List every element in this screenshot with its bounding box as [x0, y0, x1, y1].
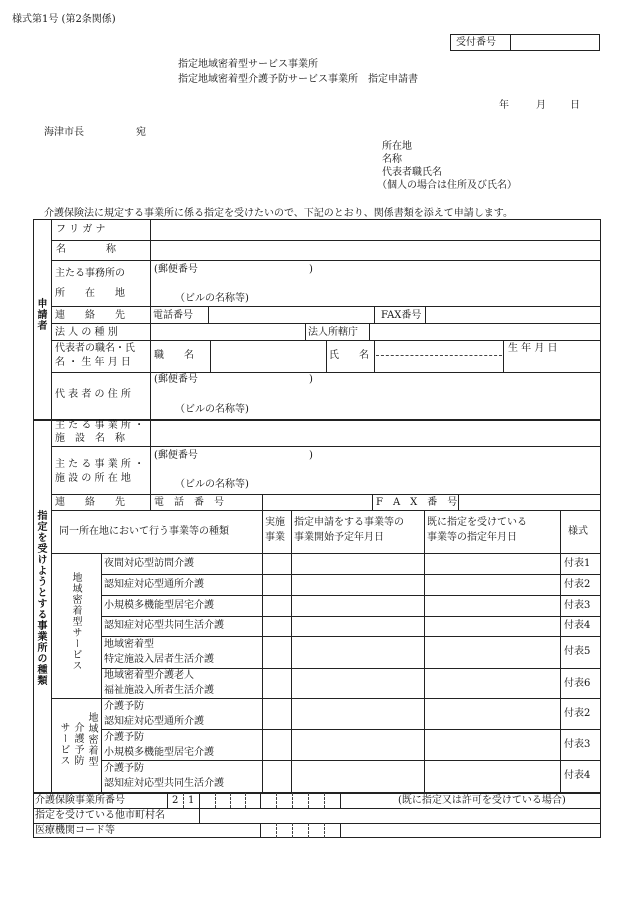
applicant-name-label: 名称 — [382, 154, 402, 165]
office-postal-label: (郵便番号 — [154, 264, 198, 275]
group-community-label: 地域密着型サービス — [70, 572, 81, 671]
service-row-1-form: 付表1 — [564, 558, 591, 569]
col-planned-2: 事業開始予定年月日 — [294, 532, 384, 543]
fax-input[interactable] — [428, 309, 596, 321]
applicant-side-label: 申請者 — [35, 298, 46, 331]
rep-birth-label: 生 年 月 日 — [508, 343, 558, 354]
phone-input[interactable] — [211, 309, 371, 321]
office-postal-close: ) — [309, 264, 313, 275]
rep-label-1: 代表者の職名・氏 — [55, 343, 135, 354]
service-row-9-name-1: 介護予防 — [104, 763, 144, 774]
service-row-6-name-2: 福祉施設入所者生活介護 — [104, 685, 214, 696]
service-row-7-name-2: 認知症対応型通所介護 — [104, 716, 204, 727]
facility-postal-label: (郵便番号 — [154, 450, 198, 461]
phone-label: 電話番号 — [153, 310, 193, 321]
form-number: 様式第1号 (第2条関係) — [12, 14, 116, 25]
service-row-8-name-1: 介護予防 — [104, 732, 144, 743]
corp-type-input[interactable] — [154, 326, 302, 338]
main-office-name-label-2: 施 設 名 称 — [55, 433, 125, 444]
rep-name-label: 氏 名 — [329, 350, 369, 361]
rep-postal-close: ) — [309, 374, 313, 385]
service-row-9-form: 付表4 — [564, 770, 591, 781]
applicant-rep-label: 代表者職氏名 — [382, 167, 442, 178]
title-line-2: 指定地域密着型介護予防サービス事業所 指定申請書 — [178, 74, 418, 85]
service-row-5-name-2: 特定施設入居者生活介護 — [104, 654, 214, 665]
service-row-1-name: 夜間対応型訪問介護 — [104, 558, 194, 569]
col-existing-2: 事業等の指定年月日 — [427, 532, 517, 543]
fax-label: FAX番号 — [381, 310, 422, 321]
service-row-7-name-1: 介護予防 — [104, 701, 144, 712]
other-city-input[interactable] — [202, 810, 598, 822]
facility-postal-close: ) — [309, 450, 313, 461]
group-prevention-label-c: サービス — [58, 722, 69, 766]
addressee-suffix: 宛 — [136, 127, 146, 138]
service-row-9-name-2: 認知症対応型共同生活介護 — [104, 778, 224, 789]
col-existing-1: 既に指定を受けている — [427, 517, 527, 528]
col-service-type: 同一所在地において行う事業等の種類 — [59, 526, 229, 537]
main-office-name-label-1: 主 た る 事 業 所 ・ — [55, 420, 145, 431]
name-label: 名 称 — [56, 244, 116, 255]
rep-postal-label: (郵便番号 — [154, 374, 198, 385]
main-office-location-label-2: 施 設 の 所 在 地 — [55, 473, 131, 484]
col-implemented-2: 事業 — [265, 532, 285, 543]
insurance-digit-2: 1 — [188, 795, 195, 806]
rep-building-label: （ビルの名称等) — [175, 404, 249, 415]
applicant-address-label: 所在地 — [382, 141, 412, 152]
corp-type-label: 法 人 の 種 別 — [55, 327, 118, 338]
receipt-number-label: 受付番号 — [456, 37, 496, 48]
facility-side-label: 指定を受けようとする事業所の種類 — [35, 510, 46, 686]
office-location-label-1: 主たる事務所の — [55, 268, 125, 279]
corp-authority-input[interactable] — [372, 326, 596, 338]
furigana-label: フ リ ガ ナ — [56, 224, 106, 235]
col-implemented-1: 実施 — [265, 517, 285, 528]
service-row-2-form: 付表2 — [564, 579, 591, 590]
col-form: 様式 — [568, 526, 588, 537]
service-row-8-name-2: 小規模多機能型居宅介護 — [104, 747, 214, 758]
service-row-3-name: 小規模多機能型居宅介護 — [104, 600, 214, 611]
name-input[interactable] — [154, 243, 596, 257]
receipt-number-input[interactable] — [513, 36, 597, 49]
group-prevention-label-b: 介護予防 — [72, 722, 83, 766]
group-prevention-label-a: 地域密着型 — [86, 712, 97, 767]
facility-building-label: （ビルの名称等) — [175, 479, 249, 490]
furigana-input[interactable] — [154, 223, 596, 237]
rep-label-2: 名 ・ 生 年 月 日 — [55, 357, 131, 368]
rep-position-input[interactable] — [213, 348, 323, 362]
main-office-name-input[interactable] — [154, 427, 596, 441]
facility-contact-label: 連 絡 先 — [55, 497, 125, 508]
rep-position-label: 職 名 — [154, 350, 194, 361]
rep-name-input[interactable] — [377, 358, 501, 370]
facility-phone-input[interactable] — [265, 496, 369, 508]
rep-address-input[interactable] — [154, 388, 596, 401]
application-statement: 介護保険法に規定する事業所に係る指定を受けたいので、下記のとおり、関係書類を添えて申請します。 — [44, 208, 513, 219]
service-row-2-name: 認知症対応型通所介護 — [104, 579, 204, 590]
medical-code-label: 医療機関コード等 — [35, 825, 115, 836]
contact-label: 連 絡 先 — [55, 310, 125, 321]
facility-phone-label: 電 話 番 号 — [154, 497, 224, 508]
main-office-location-label-1: 主 た る 事 業 所 ・ — [55, 459, 145, 470]
service-row-6-name-1: 地域密着型介護老人 — [104, 670, 194, 681]
facility-fax-label: F A X 番 号 — [376, 497, 458, 508]
col-planned-1: 指定申請をする事業等の — [294, 517, 404, 528]
rep-address-label: 代 表 者 の 住 所 — [55, 389, 131, 400]
office-building-label: （ビルの名称等) — [175, 293, 249, 304]
addressee: 海津市長 — [44, 127, 84, 138]
insurance-number-label: 介護保険事業所番号 — [35, 795, 125, 806]
office-location-label-2: 所 在 地 — [55, 288, 125, 299]
insurance-number-note: (既に指定又は許可を受けている場合) — [398, 795, 566, 806]
service-row-4-name: 認知症対応型共同生活介護 — [104, 620, 224, 631]
facility-fax-input[interactable] — [461, 496, 596, 508]
date-month: 月 — [536, 100, 546, 111]
title-line-1: 指定地域密着型サービス事業所 — [178, 59, 318, 70]
service-row-4-form: 付表4 — [564, 620, 591, 631]
date-day: 日 — [570, 100, 580, 111]
service-row-5-name-1: 地域密着型 — [104, 639, 154, 650]
service-row-7-form: 付表2 — [564, 708, 591, 719]
date-year: 年 — [499, 100, 509, 111]
service-row-8-form: 付表3 — [564, 739, 591, 750]
service-row-5-form: 付表5 — [564, 646, 591, 657]
facility-address-input[interactable] — [154, 464, 596, 477]
insurance-digit-1: 2 — [172, 795, 179, 806]
service-row-3-form: 付表3 — [564, 600, 591, 611]
applicant-note: （個人の場合は住所及び氏名） — [377, 180, 517, 191]
other-city-label: 指定を受けている他市町村名 — [35, 810, 165, 821]
service-row-6-form: 付表6 — [564, 678, 591, 689]
corp-authority-label: 法人所轄庁 — [308, 327, 358, 338]
office-address-input[interactable] — [154, 277, 596, 290]
